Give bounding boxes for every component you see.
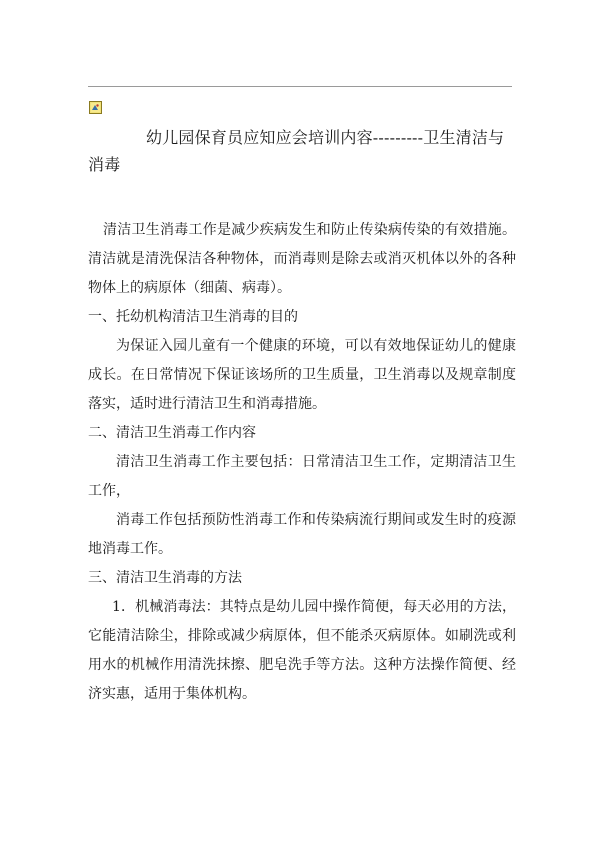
- intro-paragraph: 清洁卫生消毒工作是减少疾病发生和防止传染病传染的有效措施。清洁就是清洗保洁各种物体，而消毒则是除去或消灭机体以外的各种物体上的病原体（细菌、病毒）。: [88, 222, 516, 296]
- section-heading-3: 三、清洁卫生消毒的方法: [88, 570, 242, 586]
- document-icon: [89, 101, 102, 114]
- section-3-paragraph-1: 1．机械消毒法：其特点是幼儿园中操作简便，每天必用的方法，它能清洁除尘，排除或减少病原体，但不能杀灭病原体。如刷洗或利用水的机械作用清洗抹擦、肥皂洗手等方法。这种方法操作简便、经济实惠，适用于集体机构。: [88, 599, 516, 702]
- section-heading-2: 二、清洁卫生消毒工作内容: [88, 425, 256, 441]
- section-heading-1: 一、托幼机构清洁卫生消毒的目的: [88, 309, 298, 325]
- document-body: [88, 216, 516, 709]
- section-2-paragraph-1: 清洁卫生消毒工作主要包括：日常清洁卫生工作，定期清洁卫生工作，: [88, 454, 516, 499]
- section-1-paragraph: 为保证入园儿童有一个健康的环境，可以有效地保证幼儿的健康成长。在日常情况下保证该场所的卫生质量，卫生消毒以及规章制度落实，适时进行清洁卫生和消毒措施。: [88, 338, 516, 412]
- document-title: 幼儿园保育员应知应会培训内容---------卫生清洁与消毒: [88, 128, 505, 174]
- section-2-paragraph-2: 消毒工作包括预防性消毒工作和传染病流行期间或发生时的疫源地消毒工作。: [88, 512, 516, 557]
- header-rule: [88, 86, 512, 87]
